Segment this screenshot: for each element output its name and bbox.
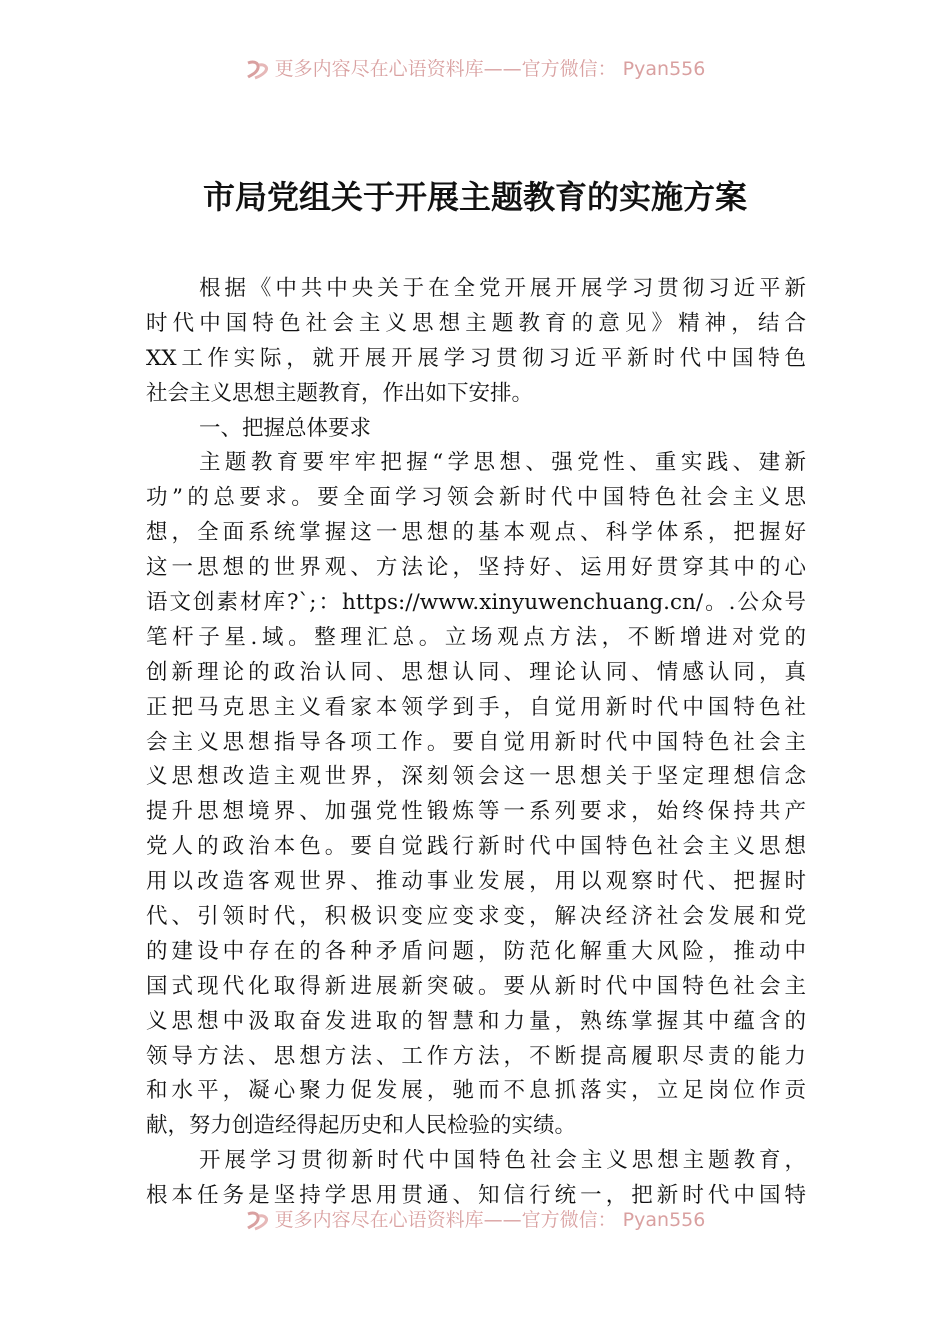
text-line: 主题教育要牢牢把握“学思想、强党性、重实践、建新 [199,450,806,476]
text-line: 党人的政治本色。要自觉践行新时代中国特色社会主义思想 [146,834,806,860]
header-watermark [0,56,950,82]
text-line: 功”的总要求。要全面学习领会新时代中国特色社会主义思 [146,485,806,511]
text-line: 国式现代化取得新进展新突破。要从新时代中国特色社会主 [146,973,806,999]
text-line: 这一思想的世界观、方法论，坚持好、运用好贯穿其中的心 [146,555,806,581]
text-line: 义思想改造主观世界，深刻领会这一思想关于坚定理想信念 [146,764,806,790]
text-line: 正把马克思主义看家本领学到手，自觉用新时代中国特色社 [146,694,806,720]
text-line: 根据《中共中央关于在全党开展开展学习贯彻习近平新 [199,276,806,301]
text-line: 提升思想境界、加强党性锻炼等一系列要求，始终保持共产 [146,799,806,825]
watermark-text: 更多内容尽在心语资料库——官方微信： Pyan556 [274,58,706,80]
text-line: 领导方法、思想方法、工作方法，不断提高履职尽责的能力 [146,1043,806,1069]
text-line: XX工作实际，就开展开展学习贯彻习近平新时代中国特色 [146,345,806,371]
watermark-text: 更多内容尽在心语资料库——官方微信： Pyan556 [274,1209,706,1231]
text-line: 开展学习贯彻新时代中国特色社会主义思想主题教育， [199,1148,806,1174]
document-title: 市局党组关于开展主题教育的实施方案 [202,178,747,216]
text-line: 社会主义思想主题教育，作出如下安排。 [146,380,534,406]
logo-icon [245,60,271,80]
text-line: 代、引领时代，积极识变应变求变，解决经济社会发展和党 [146,904,806,930]
text-line: 想，全面系统掌握这一思想的基本观点、科学体系，把握好 [146,520,806,546]
text-line: 献，努力创造经得起历史和人民检验的实绩。 [146,1113,577,1139]
text-line: 会主义思想指导各项工作。要自觉用新时代中国特色社会主 [146,729,806,755]
text-line: 时代中国特色社会主义思想主题教育的意见》精神，结合 [146,310,806,336]
text-line: 根本任务是坚持学思用贯通、知信行统一，把新时代中国特 [146,1183,806,1209]
text-line: 笔杆子星.域。整理汇总。立场观点方法，不断增进对党的 [146,624,806,650]
section-heading: 一、把握总体要求 [199,415,372,441]
text-line: 用以改造客观世界、推动事业发展，用以观察时代、把握时 [146,869,806,895]
document-body [146,272,806,1214]
footer-watermark [0,1207,950,1233]
text-line: 和水平，凝心聚力促发展，驰而不息抓落实，立足岗位作贡 [146,1078,806,1104]
text-line: 义思想中汲取奋发进取的智慧和力量，熟练掌握其中蕴含的 [146,1008,806,1034]
logo-icon [245,1211,271,1231]
text-line: 的建设中存在的各种矛盾问题，防范化解重大风险，推动中 [146,938,806,964]
text-line: 语文创素材库?`;：https://www.xinyuwenchuang.cn/。.公众号 [146,590,806,616]
text-line: 创新理论的政治认同、思想认同、理论认同、情感认同，真 [146,659,806,685]
